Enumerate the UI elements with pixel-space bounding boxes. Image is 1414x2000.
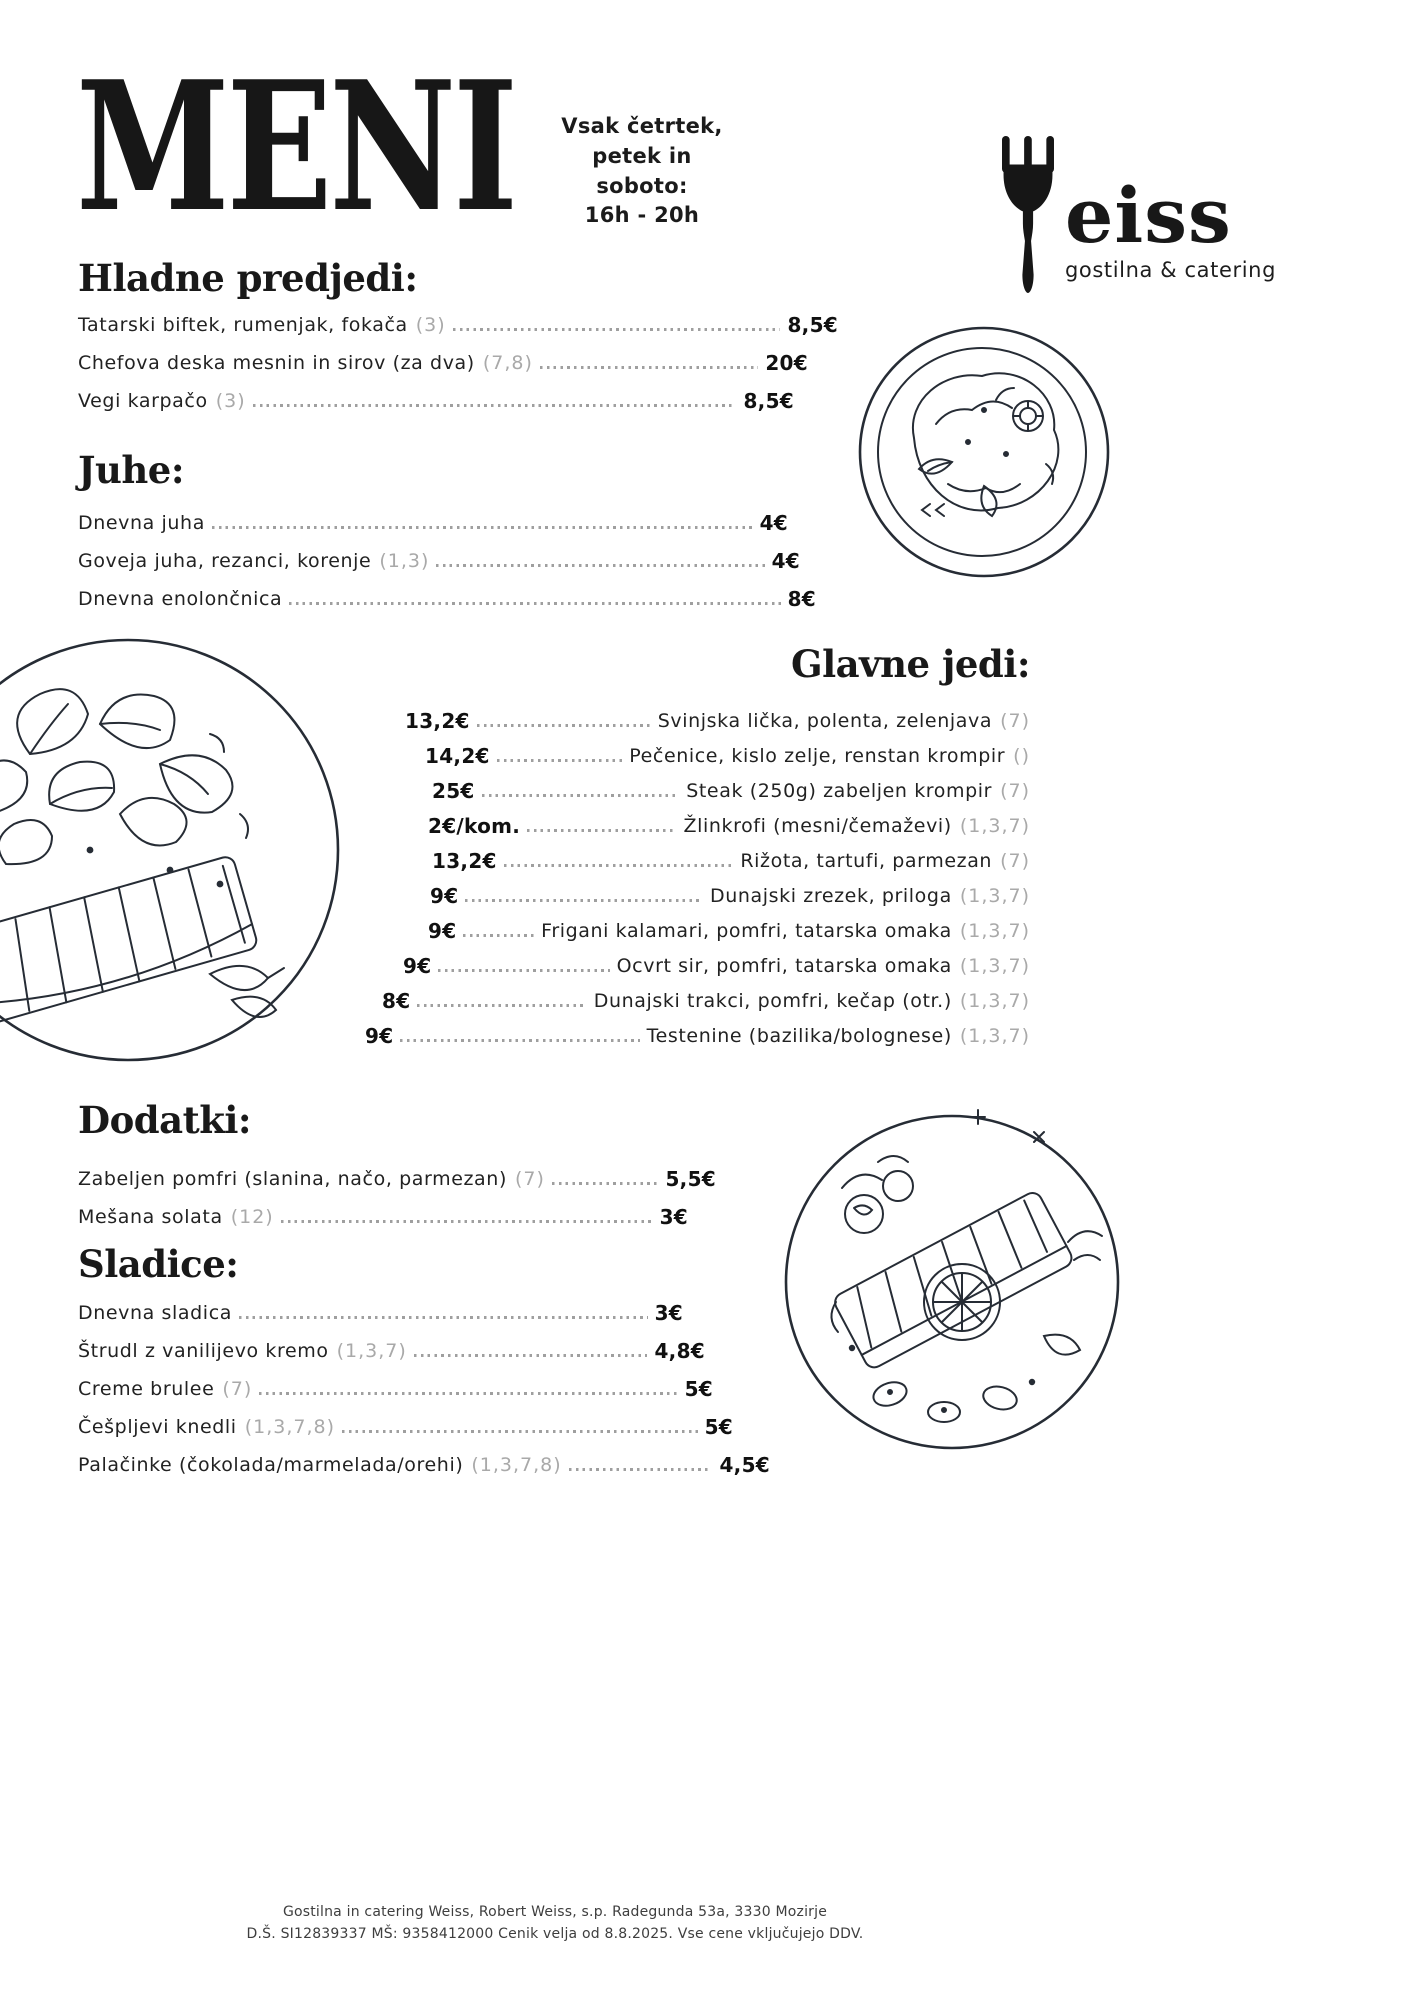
dotted-leader — [463, 934, 534, 937]
dish-name: Frigani kalamari, pomfri, tatarska omaka — [541, 920, 952, 943]
dish-name: Rižota, tartufi, parmezan — [740, 850, 993, 873]
item-price: 4,5€ — [719, 1453, 770, 1478]
dish-name: Dunajski trakci, pomfri, kečap (otr.) — [593, 990, 952, 1013]
footer-note — [80, 1902, 1030, 1945]
item-price: 5€ — [704, 1415, 733, 1440]
menu-item — [78, 1338, 705, 1364]
dotted-leader — [289, 602, 780, 605]
item-price: 8€ — [787, 587, 816, 612]
dish-name: Palačinke (čokolada/marmelada/orehi) — [78, 1454, 464, 1477]
dish-name: Dnevna sladica — [78, 1302, 232, 1325]
dish-name: Štrudl z vanilijevo kremo — [78, 1340, 329, 1363]
dish-name: Pečenice, kislo zelje, renstan krompir — [629, 745, 1006, 768]
item-price: 4€ — [771, 549, 800, 574]
dish-name: Steak (250g) zabeljen krompir — [686, 780, 993, 803]
dotted-leader — [342, 1430, 698, 1433]
dish-name: Mešana solata — [78, 1206, 223, 1229]
menu-item — [78, 312, 838, 338]
plate-illustration-top-right — [856, 314, 1112, 592]
item-price: 8€ — [382, 989, 411, 1014]
item-price: 4€ — [759, 511, 788, 536]
item-price: 25€ — [432, 779, 475, 804]
item-price: 5€ — [684, 1377, 713, 1402]
allergen-codes: (7) — [222, 1378, 253, 1401]
dotted-leader — [569, 1468, 713, 1471]
allergen-codes: (1,3,7) — [959, 815, 1030, 838]
dish-name: Zabeljen pomfri (slanina, načo, parmezan) — [78, 1168, 507, 1191]
allergen-codes: (1,3,7) — [336, 1340, 407, 1363]
dish-name: Chefova deska mesnin in sirov (za dva) — [78, 352, 475, 375]
logo-wordmark: eiss — [1065, 171, 1232, 260]
item-price: 3€ — [654, 1301, 683, 1326]
item-price: 14,2€ — [425, 744, 490, 769]
dotted-leader — [259, 1392, 677, 1395]
dotted-leader — [436, 564, 764, 567]
footer-line-1: Gostilna in catering Weiss, Robert Weiss, s.p. Radegunda 53a, 3330 Mozirje — [282, 1904, 828, 1920]
menu-item — [428, 918, 1030, 944]
menu-item — [78, 1204, 688, 1230]
dish-name: Testenine (bazilika/bolognese) — [646, 1025, 952, 1048]
plate-illustration-bottom-right — [782, 1092, 1124, 1470]
restaurant-logo — [996, 136, 1276, 294]
dotted-leader — [253, 404, 737, 407]
section-sides — [78, 1098, 716, 1230]
dotted-leader — [212, 526, 753, 529]
dotted-leader — [281, 1220, 653, 1223]
menu-item — [432, 848, 1030, 874]
dish-name: Dnevna enolončnica — [78, 588, 283, 611]
allergen-codes: () — [1013, 745, 1030, 768]
item-price: 4,8€ — [654, 1339, 705, 1364]
schedule-line: Vsak četrtek, — [561, 114, 723, 138]
dotted-leader — [438, 969, 609, 972]
dotted-leader — [414, 1354, 648, 1357]
menu-item — [78, 1376, 713, 1402]
section-mains — [78, 642, 1030, 1049]
dotted-leader — [504, 864, 734, 867]
item-price: 5,5€ — [665, 1167, 716, 1192]
menu-item — [78, 586, 816, 612]
menu-item — [428, 813, 1030, 839]
dish-name: Vegi karpačo — [78, 390, 208, 413]
allergen-codes: (1,3,7,8) — [244, 1416, 335, 1439]
logo-tagline: gostilna & catering — [1065, 258, 1277, 282]
dish-name: Češpljevi knedli — [78, 1416, 237, 1439]
allergen-codes: (7) — [1000, 780, 1030, 803]
menu-item — [78, 1414, 733, 1440]
dish-name: Dnevna juha — [78, 512, 205, 535]
allergen-codes: (1,3) — [379, 550, 430, 573]
item-price: 3€ — [659, 1205, 688, 1230]
section-desserts — [78, 1242, 770, 1478]
menu-item — [78, 350, 808, 376]
dish-name: Dunajski zrezek, priloga — [710, 885, 952, 908]
dotted-leader — [239, 1316, 648, 1319]
section-heading-sides: Dodatki: — [78, 1098, 252, 1142]
item-price: 8,5€ — [743, 389, 794, 414]
allergen-codes: (1,3,7) — [959, 955, 1030, 978]
menu-item — [78, 388, 794, 414]
dotted-leader — [482, 794, 680, 797]
schedule-line: soboto: — [596, 173, 688, 198]
footer-line-2: D.Š. SI12839337 MŠ: 9358412000 Cenik velja od 8.8.2025. Vse cene vključujejo DDV. — [246, 1925, 864, 1942]
dotted-leader — [527, 829, 676, 832]
menu-item — [432, 778, 1030, 804]
dish-name: Tatarski biftek, rumenjak, fokača — [78, 314, 408, 337]
dotted-leader — [465, 899, 703, 902]
allergen-codes: (1,3,7,8) — [471, 1454, 562, 1477]
section-heading-mains: Glavne jedi: — [791, 642, 1030, 686]
item-price: 2€/kom. — [428, 814, 521, 839]
section-heading-soups: Juhe: — [78, 448, 185, 492]
item-price: 8,5€ — [787, 313, 838, 338]
item-price: 13,2€ — [432, 849, 497, 874]
item-price: 9€ — [430, 884, 459, 909]
dotted-leader — [417, 1004, 586, 1007]
dish-name: Ocvrt sir, pomfri, tatarska omaka — [616, 955, 952, 978]
item-price: 9€ — [365, 1024, 394, 1049]
dish-name: Goveja juha, rezanci, korenje — [78, 550, 372, 573]
menu-item — [78, 1166, 716, 1192]
dish-name: Svinjska lička, polenta, zelenjava — [657, 710, 993, 733]
menu-item — [78, 510, 788, 536]
menu-item — [405, 708, 1030, 734]
allergen-codes: (7) — [1000, 710, 1030, 733]
page-title: MENI — [76, 42, 515, 251]
allergen-codes: (1,3,7) — [959, 1025, 1030, 1048]
dotted-leader — [540, 366, 758, 369]
allergen-codes: (1,3,7) — [959, 920, 1030, 943]
item-price: 9€ — [428, 919, 457, 944]
allergen-codes: (1,3,7) — [959, 990, 1030, 1013]
schedule-line: petek in — [592, 143, 692, 168]
dotted-leader — [552, 1182, 659, 1185]
dish-name: Creme brulee — [78, 1378, 215, 1401]
dotted-leader — [453, 328, 781, 331]
item-price: 20€ — [765, 351, 808, 376]
dotted-leader — [497, 759, 622, 762]
menu-item — [78, 1300, 683, 1326]
allergen-codes: (3) — [415, 314, 446, 337]
dotted-leader — [400, 1039, 639, 1042]
allergen-codes: (3) — [215, 390, 246, 413]
allergen-codes: (12) — [230, 1206, 274, 1229]
section-heading-desserts: Sladice: — [78, 1242, 239, 1286]
allergen-codes: (7,8) — [482, 352, 533, 375]
item-price: 9€ — [403, 954, 432, 979]
allergen-codes: (1,3,7) — [959, 885, 1030, 908]
section-cold-starters — [78, 256, 838, 414]
fork-icon — [996, 136, 1060, 294]
menu-item — [382, 988, 1030, 1014]
menu-item — [78, 1452, 770, 1478]
dish-name: Žlinkrofi (mesni/čemaževi) — [683, 815, 952, 838]
section-heading-cold-starters: Hladne predjedi: — [78, 256, 418, 300]
section-soups — [78, 448, 816, 612]
dotted-leader — [477, 724, 651, 727]
menu-item — [78, 548, 800, 574]
item-price: 13,2€ — [405, 709, 470, 734]
schedule-note — [552, 112, 732, 231]
allergen-codes: (7) — [1000, 850, 1030, 873]
allergen-codes: (7) — [514, 1168, 545, 1191]
menu-item — [430, 883, 1030, 909]
menu-item — [425, 743, 1030, 769]
menu-item — [365, 1023, 1030, 1049]
schedule-line: 16h - 20h — [584, 203, 700, 228]
menu-item — [403, 953, 1030, 979]
